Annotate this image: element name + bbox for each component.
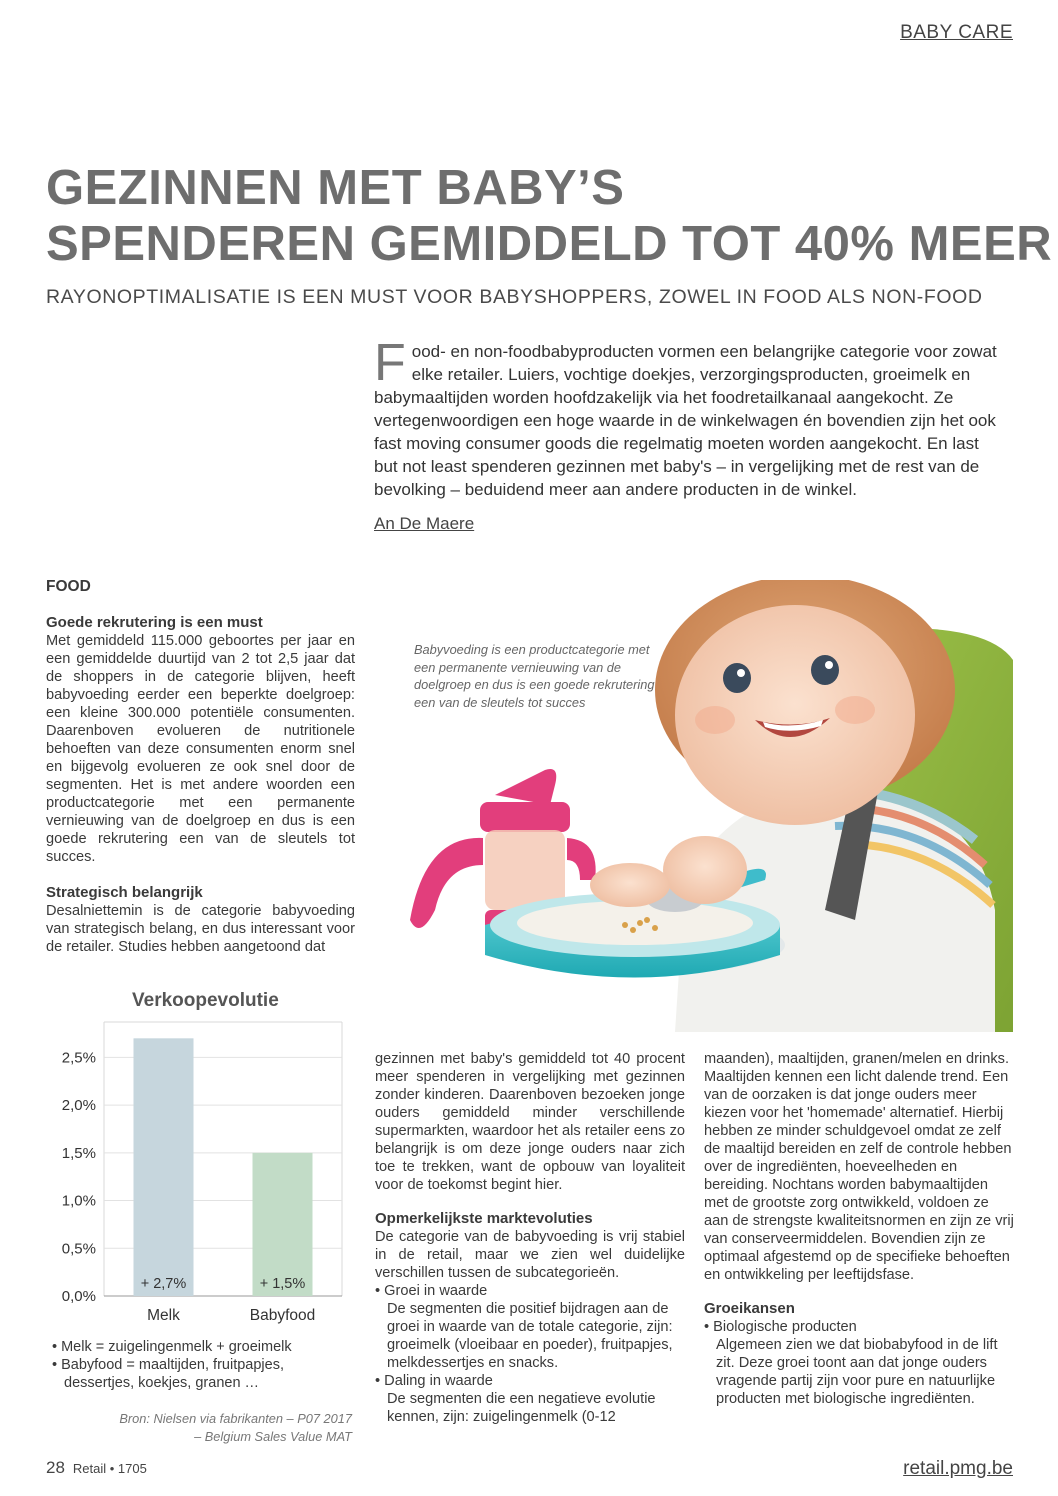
chart-data-labels bbox=[141, 1276, 306, 1292]
paragraph: gezinnen met baby's gemiddeld tot 40 procent meer spenderen in vergelijking met gezinnen zonder kinderen. Daarenboven bezoeken jonge ouders gemiddeld minder verschillende supermarkten, waardoor het als retailer eens zo belangrijk is om deze jonge ouders naar zich toe te trekken, want de opbouw van loyaliteit voor de toekomst begint hier. bbox=[375, 1051, 685, 1193]
data-label: + 2,7% bbox=[140, 1276, 187, 1292]
y-tick-label: 2,0% bbox=[61, 1097, 96, 1115]
chart-notes bbox=[52, 1338, 292, 1392]
chart-title: Verkoopevolutie bbox=[132, 990, 279, 1011]
headline-line-1: GEZINNEN MET BABY’S bbox=[46, 161, 625, 215]
spacer bbox=[46, 596, 355, 614]
subheading-rekrutering: Goede rekrutering is een must bbox=[46, 614, 263, 631]
y-tick-label: 0,5% bbox=[61, 1240, 96, 1258]
paragraph: Met gemiddeld 115.000 geboortes per jaar en een gemiddelde duurtijd van 2 tot 2,5 jaar dat de shoppers in de categorie blijven, heeft babyvoeding eerder een beperkte doelgroep: een kleine 300.000 potentiële consumenten. Daarenboven evolueren de nutritionele behoeften van deze consumenten enorm snel en bijgevolg evolueren ze ook snel door de segmenten. Het is met andere woorden een productcategorie met een permanente vernieuwing van de doelgroep en dus is een goede rekrutering een van de sleutels tot succes. bbox=[46, 633, 355, 865]
x-tick-label: Melk bbox=[147, 1307, 180, 1324]
subheadline: RAYONOPTIMALISATIE IS EEN MUST VOOR BABYSHOPPERS, ZOWEL IN FOOD ALS NON-FOOD bbox=[46, 286, 983, 308]
section-heading-food: FOOD bbox=[46, 578, 91, 595]
subheading-marktevoluties: Opmerkelijkste marktevoluties bbox=[375, 1210, 593, 1227]
page-number: 28 bbox=[46, 1458, 65, 1477]
spacer bbox=[704, 1284, 1014, 1300]
chart-bars bbox=[134, 1038, 313, 1296]
data-label: + 1,5% bbox=[259, 1276, 306, 1292]
chart-source bbox=[119, 1410, 352, 1446]
paragraph: maanden), maaltijden, granen/melen en drinks. Maaltijden kennen een licht dalende trend. Een van de oorzaken is dat jonge ouders meer kiezen voor het 'homemade' alternatief. Hierbij hebben ze minder schuldgevoel omdat ze zelf de maaltijd bereiden en zelf de controle hebben over de ingrediënten, hoeveelheden en bereiding. Nochtans worden babymaaltijden met de grootste zorg ontwikkeld, voldoen ze aan de strengste kwaliteitsnormen en zijn ze vrij van conserveermiddelen. Bovendien zijn ze optimaal afgestemd op de specifieke behoeften en ontwikkeling per leeftijdsfase. bbox=[704, 1051, 1014, 1283]
spacer bbox=[375, 1194, 685, 1210]
x-tick-label: Babyfood bbox=[249, 1307, 316, 1324]
bullet-title: • Biologische producten bbox=[704, 1319, 857, 1335]
headline bbox=[46, 160, 1052, 272]
section-tag: BABY CARE bbox=[900, 22, 1013, 43]
bullet-text: De segmenten die een negatieve evolutie kennen, zijn: zuigelingenmelk (0-12 bbox=[387, 1391, 656, 1425]
y-tick-label: 1,5% bbox=[61, 1144, 96, 1162]
subheading-groeikansen: Groeikansen bbox=[704, 1300, 795, 1317]
subheading-strategisch: Strategisch belangrijk bbox=[46, 884, 203, 901]
bullet-biologisch bbox=[704, 1318, 1014, 1408]
chart-note-babyfood: • Babyfood = maaltijden, fruitpapjes, bbox=[52, 1357, 284, 1373]
chart-y-axis bbox=[62, 1049, 96, 1305]
magazine-issue: Retail • 1705 bbox=[72, 1461, 147, 1476]
intro-paragraph bbox=[374, 334, 998, 501]
sales-evolution-bar-chart bbox=[46, 1020, 346, 1330]
article-column-3 bbox=[704, 1050, 1014, 1408]
y-tick-label: 0,0% bbox=[61, 1288, 96, 1305]
bullet-daling bbox=[375, 1372, 685, 1426]
source-line-2: – Belgium Sales Value MAT bbox=[194, 1429, 352, 1444]
source-line-1: Bron: Nielsen via fabrikanten – P07 2017 bbox=[119, 1411, 352, 1426]
y-tick-label: 2,5% bbox=[61, 1049, 96, 1067]
spacer bbox=[46, 866, 355, 884]
paragraph: Desalniettemin is de categorie babyvoeding van strategisch belang, en dus interessant voor de retailer. Studies hebben aangetoond dat bbox=[46, 903, 355, 955]
bullet-title: • Daling in waarde bbox=[375, 1373, 493, 1389]
chart-x-axis bbox=[147, 1307, 315, 1324]
bar-babyfood bbox=[253, 1153, 313, 1296]
chart-note-melk: • Melk = zuigelingenmelk + groeimelk bbox=[52, 1339, 292, 1355]
bullet-title: • Groei in waarde bbox=[375, 1283, 488, 1299]
bullet-text: De segmenten die positief bijdragen aan de groei in waarde van de totale categorie, zijn: groeimelk (vloeibaar en poeder), fruitpapjes, melkdessertjes en snacks. bbox=[387, 1301, 673, 1371]
y-tick-label: 1,0% bbox=[61, 1192, 96, 1210]
website-link[interactable]: retail.pmg.be bbox=[903, 1458, 1013, 1479]
paragraph: De categorie van de babyvoeding is vrij stabiel in de retail, maar we zien wel duidelijke verschillen tussen de subcategorieën. bbox=[375, 1229, 685, 1281]
bar-melk bbox=[134, 1038, 194, 1296]
drop-cap: F bbox=[374, 334, 406, 392]
photo-caption: Babyvoeding is een productcategorie met een permanente vernieuwing van de doelgroep en dus is een goede rekrutering een van de sleutels tot succes bbox=[414, 642, 655, 710]
intro-text: ood- en non-foodbabyproducten vormen een belangrijke categorie voor zowat elke retailer. Luiers, vochtige doekjes, verzorgingsproducten, groeimelk en babymaaltijden worden hoofdzakelijk via het foodretailkanaal aangekocht. Ze vertegenwoordigen een hoge waarde in de winkelwagen én bovendien zijn het ook fast moving consumer goods die regelmatig moeten worden aangekocht. En last but not least spenderen gezinnen met baby's – in vergelijking met de rest van de bevolking – beduidend meer aan andere producten in de winkel. bbox=[374, 342, 997, 499]
article-column-2 bbox=[375, 1050, 685, 1426]
chart-note-babyfood-cont: dessertjes, koekjes, granen … bbox=[64, 1375, 260, 1391]
article-column-1 bbox=[46, 578, 355, 956]
bullet-groei bbox=[375, 1282, 685, 1372]
headline-line-2: SPENDEREN GEMIDDELD TOT 40% MEER bbox=[46, 217, 1053, 271]
footer-left bbox=[46, 1458, 147, 1478]
bullet-text: Algemeen zien we dat biobabyfood in de lift zit. Deze groei toont aan dat jonge ouders vragende partij zijn voor pure en natuurlijke producten met biologische ingrediënten. bbox=[716, 1337, 998, 1407]
author-byline: An De Maere bbox=[374, 514, 475, 533]
